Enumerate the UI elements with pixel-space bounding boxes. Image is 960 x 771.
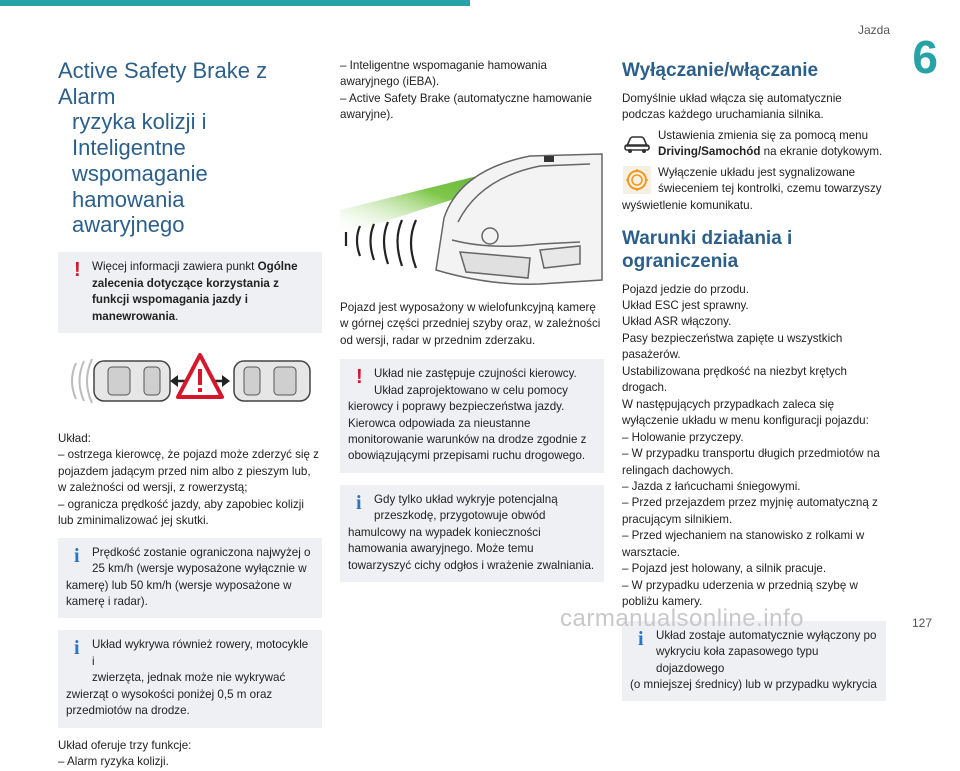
camera-illustration [340,140,604,290]
car-menu-icon [622,128,652,158]
list-item: – Jazda z łańcuchami śniegowymi. [622,480,801,493]
heading-conditions: Warunki działania i ograniczenia [622,227,793,272]
lamp-row: Wyłączenie układu jest sygnalizowane świeceniem tej kontrolki, czemu towarzyszy [622,165,886,198]
system-label: Układ: [58,431,91,445]
function-ieba: – Inteligentne wspomaganie hamowania awaryjnego (iEBA). [340,59,547,89]
warning-lamp-icon [622,165,652,195]
car-front-camera-icon [340,140,604,290]
list-item: – Pojazd jest holowany, a silnik pracuje. [622,562,827,576]
menu-row: Ustawienia zmienia się za pomocą menu Driving/Samochód na ekranie dotykowym. [622,128,886,161]
function-collision-alert: – Alarm ryzyka kolizji. [58,755,169,769]
info-icon: i [74,544,80,567]
exclamation-icon: ! [356,366,363,389]
list-item: Pojazd jedzie do przodu. [622,282,749,296]
column-left [58,58,322,771]
info-box-detection: i Układ wykrywa również rowery, motocykle i zwierzęta, jednak może nie wykrywać zwierząt o wysokości poniżej 0,5 m oraz przedmiotów na drodze. [58,630,322,727]
list-item: W następujących przypadkach zaleca się wyłączenie układu w menu konfiguracji pojazdu: [622,397,869,428]
warning-box-attention: ! Układ nie zastępuje czujności kierowcy. Układ zaprojektowano w celu pomocy kierowcy i poprawy bezpieczeństwa jazdy. Kierowca odpowiada za nieustanne monitorowanie warunków na drodze zgodnie z obowiązującymi przepisami ruchu drogowego. [340,359,604,473]
equipment-text: Pojazd jest wyposażony w wielofunkcyjną kamerę w górnej części przedniej szyby oraz, w zależności od wersji, radar w przednim zderzaku. [340,300,601,347]
list-item: – W przypadku transportu długich przedmiotów na relingach dachowych. [622,447,880,477]
list-item: – Przed wjechaniem na stanowisko z rolkami w warsztacie. [622,529,865,559]
info-box-spare-wheel: i Układ zostaje automatycznie wyłączony po wykryciu koła zapasowego typu dojazdowego (o mniejszej średnicy) lub w przypadku wykrycia [622,621,886,702]
collision-illustration [58,351,322,411]
function-asb: – Active Safety Brake (automatyczne hamowanie awaryjne). [340,91,592,122]
top-accent-bar [0,0,470,6]
info-icon: i [74,637,80,660]
functions-label: Układ oferuje trzy funkcje: [58,738,192,752]
collision-cars-icon [58,351,322,411]
system-item-warn: – ostrzega kierowcę, że pojazd może zderzyć się z pojazdem jadącym przed nim albo z pieszym lub, w zależności od wersji, z rowerzystą; [58,448,319,495]
info-icon: i [356,491,362,514]
auto-text: Domyślnie układ włącza się automatycznie podczas każdego uruchamiania silnika. [622,91,842,122]
list-item: – Holowanie przyczepy. [622,430,744,444]
heading-toggle: Wyłączanie/włączanie [622,60,819,81]
list-item: Układ ASR włączony. [622,315,732,329]
chapter-number: 6 [912,31,938,83]
column-middle [340,58,604,590]
list-item: Układ ESC jest sprawny. [622,299,749,313]
section-header: Jazda [857,23,890,37]
system-item-limit: – ogranicza prędkość jazdy, aby zapobiec kolizji lub zminimalizować jej skutki. [58,497,304,528]
page-title: Active Safety Brake z Alarm ryzyka kolizji i Inteligentne wspomaganie hamowania awaryjnego [58,58,268,238]
info-icon: i [638,627,644,650]
list-item: – W przypadku uderzenia w przednią szybę w pobliżu kamery. [622,578,858,609]
watermark: carmanualsonline.info [560,604,804,632]
info-box-brake-prep: i Gdy tylko układ wykryje potencjalną przeszkodę, przygotowuje obwód hamulcowy na wypadek konieczności hamowania awaryjnego. Może temu towarzyszyć cichy odgłos i wrażenie zwalniania. [340,485,604,582]
warning-box-general: ! Więcej informacji zawiera punkt Ogólne zalecenia dotyczące korzystania z funkcji wspomagania jazdy i manewrowania. [58,252,322,333]
conditions-list [622,282,886,611]
page-number: 127 [911,615,932,630]
exclamation-icon: ! [74,259,81,282]
list-item: – Przed przejazdem przez myjnię automatyczną z pracującym silnikiem. [622,496,878,526]
list-item: Pasy bezpieczeństwa zapięte u wszystkich pasażerów. [622,331,843,362]
list-item: Ustabilizowana prędkość na niezbyt krętych drogach. [622,364,847,395]
lamp-text-rest: wyświetlenie komunikatu. [622,198,753,212]
info-box-speed: i Prędkość zostanie ograniczona najwyżej o 25 km/h (wersje wyposażone wyłącznie w kamerę) lub 50 km/h (wersje wyposażone w kamerę i radar). [58,538,322,619]
